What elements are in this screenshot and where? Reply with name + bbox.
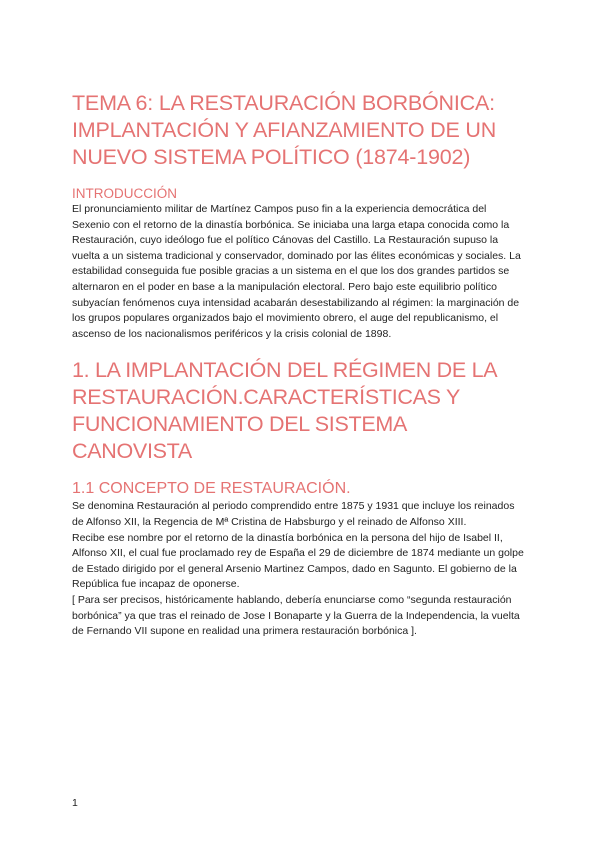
subsection-1-1-heading: 1.1 CONCEPTO DE RESTAURACIÓN. [72,480,351,498]
section-1-heading: 1. LA IMPLANTACIÓN DEL RÉGIMEN DE LA RESTAURACIÓN.CARACTERÍSTICAS Y FUNCIONAMIENTO DEL SISTEMA CANOVISTA [72,358,497,464]
paragraph-origin: Recibe ese nombre por el retorno de la dinastía borbónica en la persona del hijo de Isabel II, Alfonso XII, el cual fue proclamado rey de España el 29 de diciembre de 1874 mediante un golpe de Estado dirigido por el general Arsenio Martinez Campos, dado en Sagunto. El gobierno de la República fue incapaz de oponerse. [72,531,524,591]
document-title: TEMA 6: LA RESTAURACIÓN BORBÓNICA: IMPLANTACIÓN Y AFIANZAMIENTO DE UN NUEVO SISTEMA POLÍTICO (1874-1902) [72,91,497,169]
intro-heading: INTRODUCCIÓN [72,186,177,201]
page-content [72,90,524,640]
paragraph-definition: Se denomina Restauración al periodo comprendido entre 1875 y 1931 que incluye los reinados de Alfonso XII, la Regencia de Mª Cristina de Habsburgo y el reinado de Alfonso XIII. [72,500,515,528]
intro-paragraph: El pronunciamiento militar de Martínez Campos puso fin a la experiencia democrática del Sexenio con el retorno de la dinastía borbónica. Se iniciaba una larga etapa conocida como la Restauración, cuyo ideólogo fue el político Cánovas del Castillo. La Restauración supuso la vuelta a un sistema tradicional y conservador, dominado por las élites económicas y sociales. La estabilidad conseguida fue posible gracias a un sistema en el que los dos grandes partidos se alternaron en el poder en base a la manipulación electoral. Pero bajo este equilibrio político subyacían fenómenos cuya intensidad acabarán desestabilizando al régimen: la marginación de los grupos populares organizados bajo el movimiento obrero, el auge del republicanismo, el ascenso de los nacionalismos periféricos y la crisis colonial de 1898. [72,203,521,340]
paragraph-note: [ Para ser precisos, históricamente hablando, debería enunciarse como “segunda restauración borbónica” ya que tras el reinado de Jose I Bonaparte y la Guerra de la Independencia, la vuelta de Fernando VII supone en realidad una primera restauración borbónica ]. [72,593,520,638]
page-number: 1 [72,797,78,809]
